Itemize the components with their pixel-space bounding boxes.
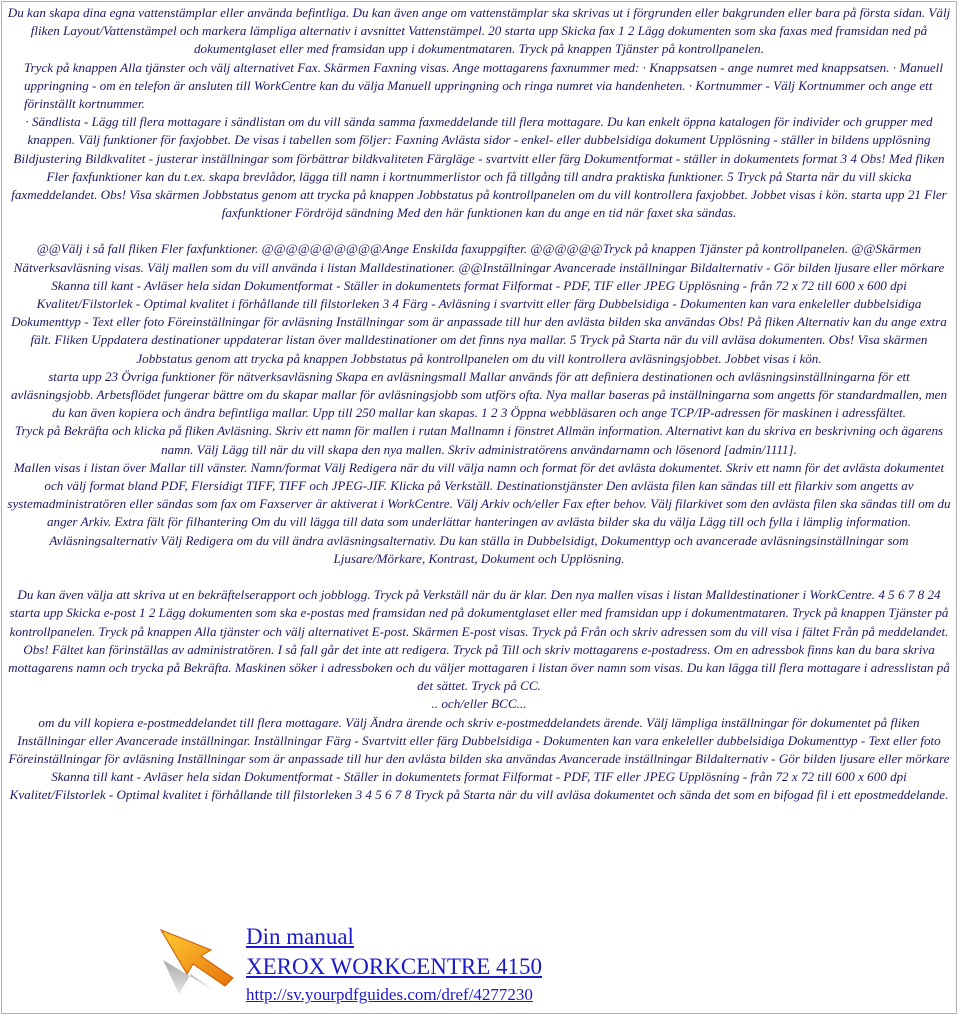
paragraph-fax-options: · Sändlista - Lägg till flera mottagare i sändlistan om du vill sända samma faxmeddelande till flera mottagare. Du kan enkelt öppna katalogen för individer och grupper med knappen. Välj funktioner för faxjobbet. De visas i tabellen som följer: Faxning Avlästa sidor - enkel- eller dubbelsidiga dokument Upplösning - ställer in bildens upplösning Bildjustering Bildkvalitet - justerar inställningar som förbättrar bildkvaliteten Färgläge - svartvitt eller färg Dokumentformat - ställer in dokumentets format 3 4 Obs! Med fliken Fler faxfunktioner kan du t.ex. skapa brevlådor, lägga till namn i kortnummerlistor och få tillgång till andra praktiska funktioner. 5 Tryck på Starta när du vill skicka faxmeddelandet. Obs! Visa skärmen Jobbstatus genom att trycka på knappen Jobbstatus på kontrollpanelen om du vill kontrollera faxjobbet. Jobbet visas i kön. starta upp 21 Fler faxfunktioner Fördröjd sändning Med den här funktionen kan du ange en tid när faxet ska sändas. (11, 114, 947, 221)
paragraph-bcc: .. och/eller BCC... (431, 696, 527, 712)
paragraph-confirm-scan: Tryck på Bekräfta och klicka på fliken Avläsning. Skriv ett namn för mallen i rutan Mallnamn i fönstret Allmän information. Alternativt kan du skriva en beskrivning och ägarens namn. Välj Lägg till när du vill skapa den nya mallen. Skriv administratörens användarnamn och lösenord [admin/1111]. (14, 423, 944, 457)
paragraph-fax-number: Tryck på knappen Alla tjänster och välj alternativet Fax. Skärmen Faxning visas. Ange mottagarens faxnummer med: · Knappsatsen - ange numret med knappsatsen. · Manuell uppringning - om en telefon är ansluten till WorkCentre kan du välja Manuell uppringning och ringa numret via handenheten. · Kortnummer - Välj Kortnummer och ange ett förinställt kortnummer. (24, 59, 943, 112)
footer (2, 920, 957, 1014)
paragraph-spacer (6, 222, 952, 240)
paragraph-scan-template: starta upp 23 Övriga funktioner för nätverksavläsning Skapa en avläsningsmall Mallar används för att definiera destinationen och avläsningsinställningarna för ett avläsningsjobb. Arbetsflödet fungerar bättre om du skapar mallar för avläsningsjobb som utförs ofta. Nya mallar baseras på inställningarna som angetts för standardmallen, men du kan även kopiera och ändra befintliga mallar. Upp till 250 mallar kan skapas. 1 2 3 Öppna webbläsaren och ange TCP/IP-adressen för maskinen i adressfältet. (10, 368, 948, 421)
url-link[interactable]: http://sv.yourpdfguides.com/dref/4277230 (246, 985, 533, 1004)
paragraph-email: Du kan även välja att skriva ut en bekräftelserapport och jobblogg. Tryck på Verkställ när du är klar. Den nya mallen visas i listan Malldestinationer i WorkCentre. 4 5 6 7 8 24 starta upp Skicka e-post 1 2 Lägg dokumenten som ska e-postas med framsidan ned på dokumentglaset eller med framsidan upp i dokumentmataren. Tryck på knappen Tjänster på kontrollpanelen. Tryck på knappen Alla tjänster och välj alternativet E-post. Skärmen E-post visas. Tryck på Från och skriv adressen som du vill visa i fältet Från på meddelandet. Obs! Fältet kan förinställas av administratören. I så fall går det inte att redigera. Tryck på Till och skriv mottagarens e-postadress. Om en adressbok finns kan du bara skriva mottagarens namn och trycka på Bekräfta. Maskinen söker i adressboken och du väljer mottagaren i listan över namn som visas. Du kan lägga till flera mottagare i adresslistan på det sättet. Tryck på CC. (8, 587, 950, 694)
footer-links (246, 922, 542, 1008)
manual-link[interactable]: Din manual (246, 924, 354, 949)
document-page (1, 1, 957, 1014)
paragraph-template-list: Mallen visas i listan över Mallar till vänster. Namn/format Välj Redigera när du vill välja namn och format för det avlästa dokumentet. Skriv ett namn för det avlästa dokumentet och välj format bland PDF, Flersidigt TIFF, TIFF och JPEG-JIF. Klicka på Verkställ. Destinationstjänster Den avlästa filen kan sändas till ett filarkiv som angetts av systemadministratören eller sändas som fax om Faxserver är aktiverat i WorkCentre. Välj Arkiv och/eller Fax efter behov. Välj filarkivet som den avlästa filen ska sändas till om du anger Arkiv. Extra fält för filhantering Om du vill lägga till data som underlättar hanteringen av avlästa bilder ska du välja Lägg till och fylla i lämplig information. Avläsningsalternativ Välj Redigera om du vill ändra avläsningsalternativ. Du kan ställa in Dubbelsidigt, Dokumenttyp och avancerade avläsningsinställningar som Ljusare/Mörkare, Kontrast, Dokument och Upplösning. (7, 459, 951, 566)
paragraph-watermark: Du kan skapa dina egna vattenstämplar eller använda befintliga. Du kan även ange om vattenstämplar ska skrivas ut i förgrunden eller bakgrunden eller bara på första sidan. Välj fliken Layout/Vattenstämpel och markera lämpliga alternativ i avsnittet Vattenstämpel. 20 starta upp Skicka fax 1 2 Lägg dokumenten som ska faxas med framsidan ned på dokumentglaset eller med framsidan upp i dokumentmataren. Tryck på knappen Tjänster på kontrollpanelen. (7, 5, 951, 57)
download-arrow-icon (157, 920, 239, 1000)
paragraph-network-scan: @@Välj i så fall fliken Fler faxfunktioner. @@@@@@@@@@Ange Enskilda faxuppgifter. @@@@@@Tryck på knappen Tjänster på kontrollpanelen. @@Skärmen Nätverksavläsning visas. Välj mallen som du vill använda i listan Malldestinationer. @@Inställningar Avancerade inställningar Bildalternativ - Gör bilden ljusare eller mörkare Skanna till kant - Avläser hela sidan Dokumentformat - Ställer in dokumentets format Filformat - PDF, TIF eller JPEG Upplösning - från 72 x 72 till 600 x 600 dpi Kvalitet/Filstorlek - Optimal kvalitet i förhållande till filstorleken 3 4 Färg - Avläsning i svartvitt eller färg Dubbelsidiga - Dokumenten kan vara enkeleller dubbelsidiga Dokumenttyp - Text eller foto Föreinställningar för avläsning Inställningar som är anpassade till hur den avlästa bilden ska användas Obs! På fliken Alternativ kan du ange extra fält. Fliken Uppdatera destinationer uppdaterar listan över malldestinationer om det finns nya mallar. 5 Tryck på Starta när du vill avläsa dokumenten. Obs! Visa skärmen Jobbstatus genom att trycka på knappen Jobbstatus på kontrollpanelen om du vill kontrollera avläsningsjobbet. Jobbet visas i kön. (11, 241, 947, 366)
document-body (2, 2, 956, 805)
paragraph-email-settings: om du vill kopiera e-postmeddelandet till flera mottagare. Välj Ändra ärende och skriv e-postmeddelandets ärende. Välj lämpliga inställningar för dokumentet på fliken Inställningar eller Avancerade inställningar. Inställningar Färg - Svartvitt eller färg Dubbelsidiga - Dokumenten kan vara enkeleller dubbelsidiga Dokumenttyp - Text eller foto Föreinställningar för avläsning Inställningar som är anpassade till hur den avlästa bilden ska användas Avancerade inställningar Bildalternativ - Gör bilden ljusare eller mörkare Skanna till kant - Avläser hela sidan Dokumentformat - Ställer in dokumentets format Filformat - PDF, TIF eller JPEG Upplösning - från 72 x 72 till 600 x 600 dpi Kvalitet/Filstorlek - Optimal kvalitet i förhållande till filstorleken 3 4 5 6 7 8 Tryck på Starta när du vill avläsa dokumentet och sända det som en bifogad fil i ett epostmeddelande. (8, 714, 950, 803)
paragraph-spacer-2 (6, 568, 952, 586)
product-link[interactable]: XEROX WORKCENTRE 4150 (246, 954, 543, 979)
